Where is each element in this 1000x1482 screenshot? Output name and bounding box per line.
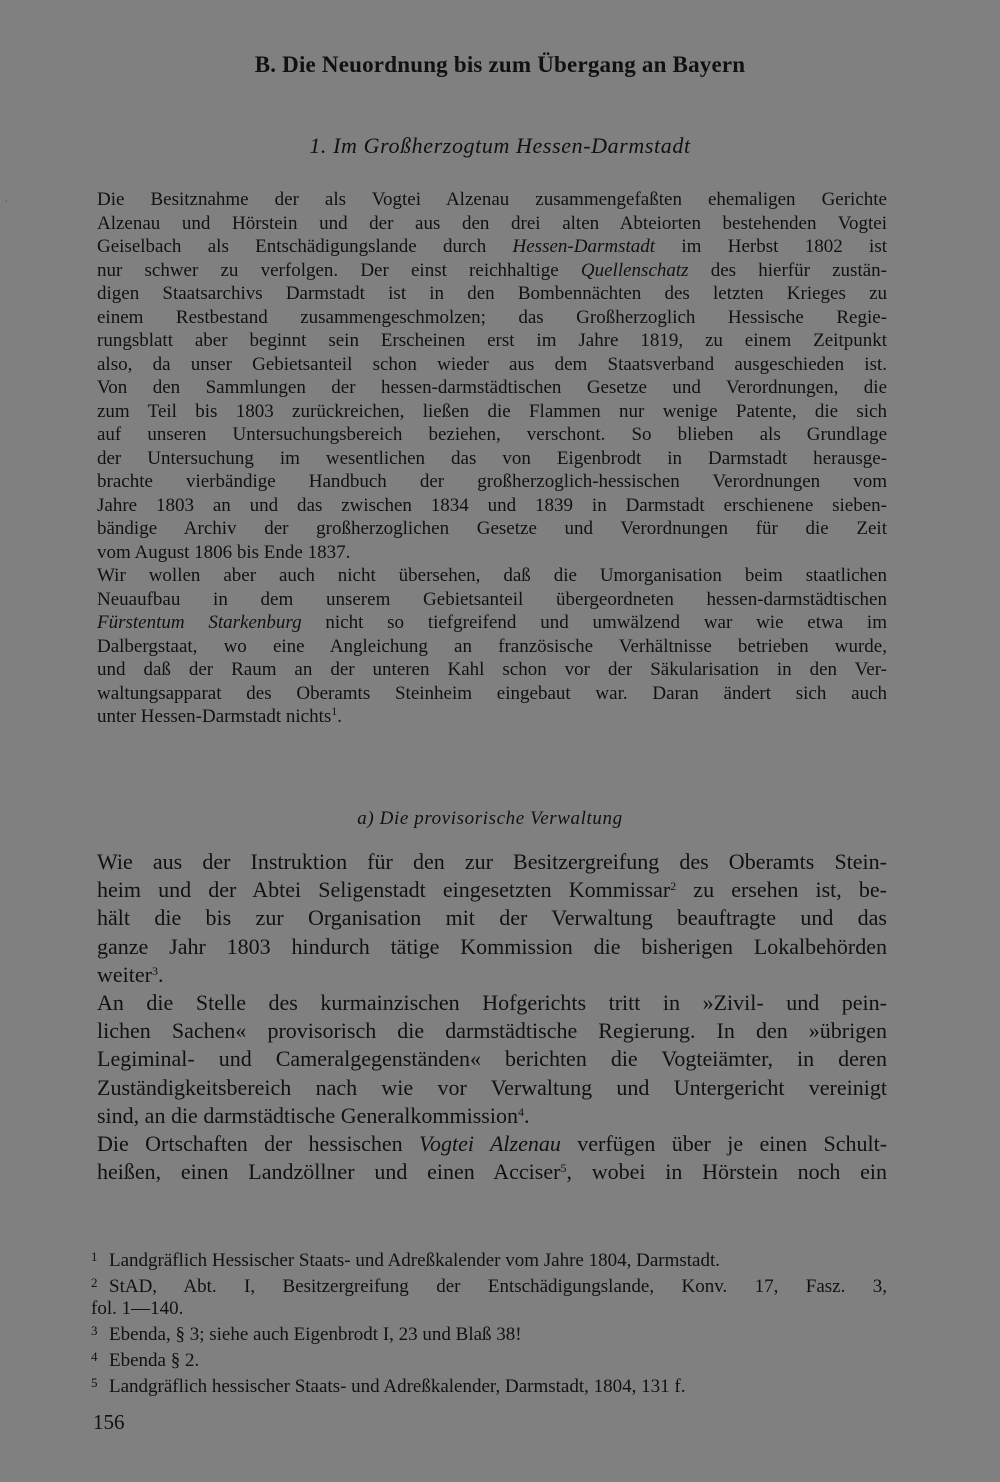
footnote-mark: 3 <box>91 1323 98 1338</box>
text-line: bändige Archiv der großherzoglichen Gesetze und Verordnungen für die Zeit <box>97 518 887 539</box>
italic-term: Hessen-Darmstadt <box>512 236 656 257</box>
text-line: also, da unser Gebietsanteil schon wieder aus dem Staatsverband ausgeschieden ist. <box>97 353 887 375</box>
text-line: Alzenau und Hörstein und der aus den drei alten Abteiorten bestehenden Vogtei <box>97 212 887 234</box>
text-line: Zuständigkeitsbereich nach wie vor Verwaltung und Untergericht vereinigt <box>97 1074 887 1100</box>
text-line: der Untersuchung im wesentlichen das von Eigenbrodt in Darmstadt herausge- <box>97 447 887 469</box>
text-line <box>97 876 887 904</box>
text-line <box>97 1130 887 1158</box>
footnote-mark: 5 <box>91 1375 98 1390</box>
text-segment: , wobei in Hörstein noch ein <box>566 1159 887 1185</box>
text-segment: heim und der Abtei Seligenstadt eingesetzten Kommissar <box>97 877 671 903</box>
page-number: 156 <box>93 1410 125 1434</box>
footnote-2 <box>91 1272 887 1298</box>
text-line: auf unseren Untersuchungsbereich beziehen, verschont. So blieben als Grundlage <box>97 424 887 445</box>
italic-term: Vogtei Alzenau <box>419 1131 561 1157</box>
text-line: Wie aus der Instruktion für den zur Besitzergreifung des Oberamts Stein- <box>97 849 887 874</box>
text-segment: heißen, einen Landzöllner und einen Acciser <box>97 1159 561 1185</box>
footnote-text: Ebenda § 2. <box>109 1350 200 1371</box>
footnote-reference[interactable]: 2 <box>670 879 677 894</box>
text-line: unter Hessen-Darmstadt nichts$^1$. <box>97 705 343 727</box>
italic-term: Quellenschatz <box>580 259 689 281</box>
footnote-5 <box>91 1372 887 1398</box>
footnote-1 <box>91 1246 887 1272</box>
footnote-text: Landgräflich hessischer Staats- und Adreßkalender, Darmstadt, 1804, 131 f. <box>109 1376 686 1397</box>
text-line <box>97 1158 887 1186</box>
subsection-title: a) Die provisorische Verwaltung <box>357 808 623 829</box>
text-line: Geiselbach als Entschädigungslande durch Hessen-Darmstadt im Herbst 1802 ist <box>97 236 887 257</box>
italic-term: Fürstentum Starkenburg <box>97 612 302 633</box>
footnote-mark: 1 <box>91 1249 98 1264</box>
text-segment: verfügen über je einen Schult- <box>577 1131 887 1157</box>
sub-title: 1. Im Großherzogtum Hessen-Darmstadt <box>309 133 691 158</box>
footnote-text: Landgräflich Hessischer Staats- und Adreßkalender vom Jahre 1804, Darmstadt. <box>109 1250 720 1271</box>
text-line: digen Staatsarchivs Darmstadt ist in den Bombennächten des letzten Krieges zu <box>97 283 887 304</box>
text-line: Neuaufbau in dem unserem Gebietsanteil übergeordneten hessen-darmstädtischen <box>97 588 887 610</box>
text-line: lichen Sachen« provisorisch die darmstädtische Regierung. In den »übrigen <box>97 1018 887 1044</box>
text-line: sind, an die darmstädtische Generalkommission$^4$. <box>97 1102 530 1128</box>
text-line: Dalbergstaat, wo eine Angleichung an französische Verhältnisse betrieben wurde, <box>97 635 887 657</box>
footnote-reference[interactable]: 3 <box>151 963 158 978</box>
text-line: Von den Sammlungen der hessen-darmstädtischen Gesetze und Verordnungen, die <box>97 377 887 398</box>
text-segment: unter Hessen-Darmstadt nichts <box>97 706 332 727</box>
footnote-text: fol. 1—140. <box>91 1298 184 1319</box>
footnote-mark: 2 <box>91 1275 98 1290</box>
text-line: hält die bis zur Organisation mit der Verwaltung beauftragte und das <box>97 905 887 931</box>
footnote-3 <box>91 1320 887 1346</box>
text-line: Legiminal- und Cameralgegenständen« berichten die Vogteiämter, in deren <box>97 1046 887 1072</box>
text-segment: weiter <box>97 961 152 987</box>
text-line: Wir wollen aber auch nicht übersehen, daß die Umorganisation beim staatlichen <box>97 565 887 586</box>
paragraph-provisional-administration <box>97 848 887 1186</box>
text-line: nur schwer zu verfolgen. Der einst reichhaltige Quellenschatz des hierfür zustän- <box>97 259 887 281</box>
text-line: Jahre 1803 an und das zwischen 1834 und 1839 in Darmstadt erschienene sieben- <box>97 494 887 516</box>
text-line: und daß der Raum an der unteren Kahl schon vor der Säkularisation in den Ver- <box>97 659 887 680</box>
text-segment: Die Ortschaften der hessischen <box>97 1131 403 1157</box>
text-line: Die Besitznahme der als Vogtei Alzenau zusammengefaßten ehemaligen Gerichte <box>97 189 887 210</box>
scan-mark: ˴ <box>5 196 8 205</box>
section-title: B. Die Neuordnung bis zum Übergang an Bayern <box>254 52 746 77</box>
footnote-2-continued <box>91 1298 887 1320</box>
text-line: zum Teil bis 1803 zurückreichen, ließen die Flammen nur wenige Patente, die sich <box>97 400 887 422</box>
text-line: vom August 1806 bis Ende 1837. <box>97 541 351 563</box>
text-line: ganze Jahr 1803 hindurch tätige Kommission die bisherigen Lokalbehörden <box>97 933 887 959</box>
text-line: Fürstentum Starkenburg nicht so tiefgreifend und umwälzend war wie etwa im <box>97 612 887 633</box>
text-line: weiter$^3$. <box>97 961 164 987</box>
text-segment: sind, an die darmstädtische Generalkommission <box>97 1102 518 1128</box>
text-line: rungsblatt aber beginnt sein Erscheinen erst im Jahre 1819, zu einem Zeitpunkt <box>97 330 887 351</box>
footnote-text: Ebenda, § 3; siehe auch Eigenbrodt I, 23 und Blaß 38! <box>109 1324 522 1345</box>
paragraph-introduction <box>97 188 887 729</box>
footnote-text: StAD, Abt. I, Besitzergreifung der Entschädigungslande, Konv. 17, Fasz. 3, <box>109 1276 887 1297</box>
footnotes <box>91 1246 887 1398</box>
text-line: einem Restbestand zusammengeschmolzen; das Großherzoglich Hessische Regie- <box>97 306 887 328</box>
text-line: brachte vierbändige Handbuch der großherzoglich-hessischen Verordnungen vom <box>97 471 887 492</box>
footnote-reference[interactable]: 5 <box>560 1161 567 1176</box>
footnote-4 <box>91 1346 887 1372</box>
footnote-reference[interactable]: 1 <box>331 705 338 718</box>
text-line: waltungsapparat des Oberamts Steinheim eingebaut war. Daran ändert sich auch <box>97 682 887 704</box>
text-line: An die Stelle des kurmainzischen Hofgerichts tritt in »Zivil- und pein- <box>97 990 887 1016</box>
footnote-mark: 4 <box>91 1349 98 1364</box>
text-segment: zu ersehen ist, be- <box>676 877 887 903</box>
footnote-reference[interactable]: 4 <box>517 1104 524 1119</box>
